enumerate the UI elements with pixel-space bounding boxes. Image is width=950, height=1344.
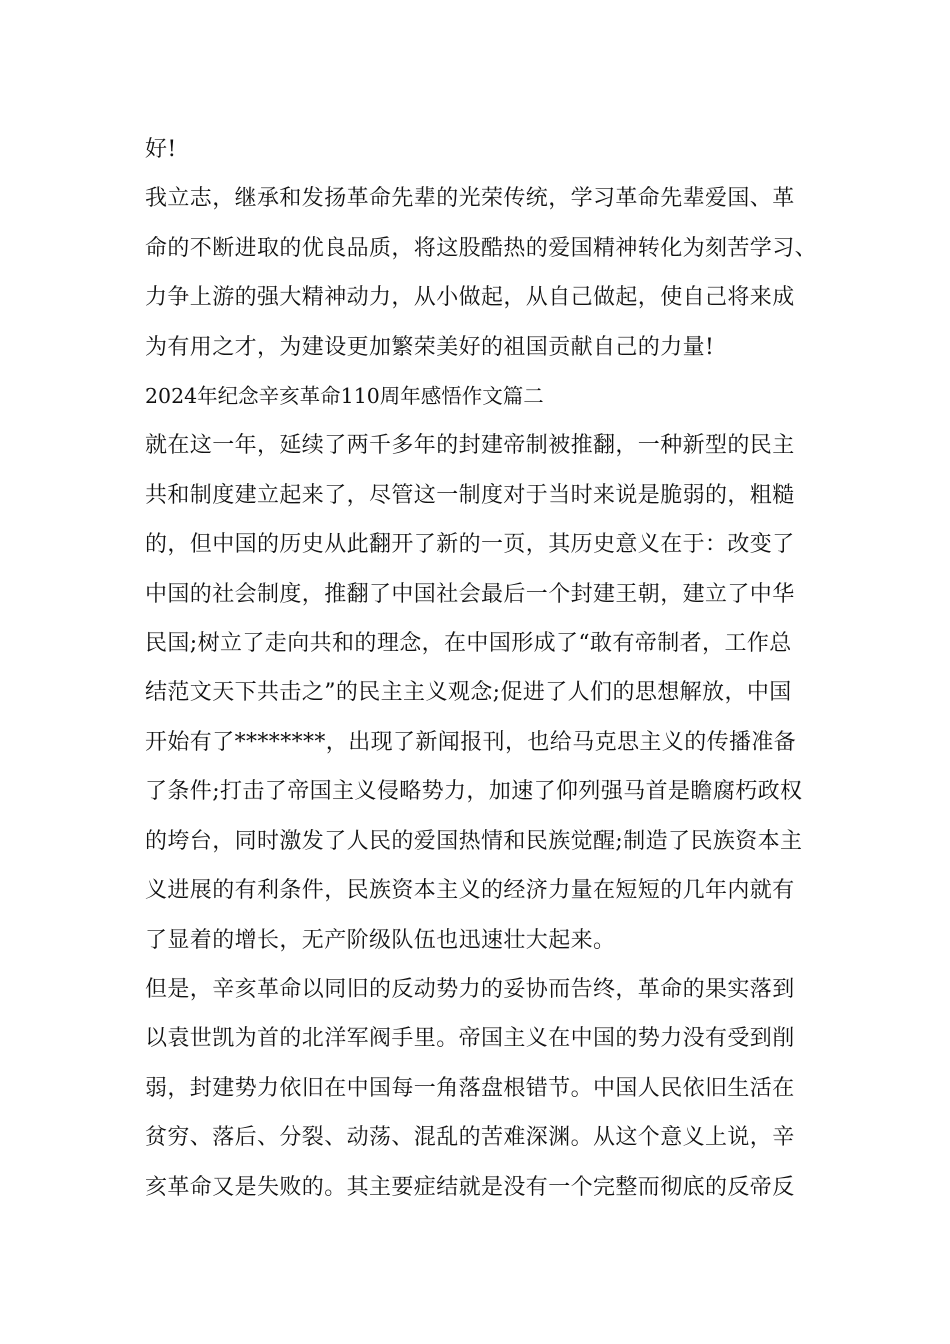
paragraph-significance	[145, 421, 845, 964]
text-line: 我立志，继承和发扬革命先辈的光荣传统，学习革命先辈爱国、革	[145, 186, 795, 212]
text-line: 民国;树立了走向共和的理念，在中国形成了“敢有帝制者，工作总	[145, 631, 792, 657]
text-line: 亥革命又是失败的。其主要症结就是没有一个完整而彻底的反帝反	[145, 1174, 795, 1200]
text-line: 结范文天下共击之”的民主主义观念;促进了人们的思想解放，中国	[145, 680, 792, 706]
text-line: 贫穷、落后、分裂、动荡、混乱的苦难深渊。从这个意义上说，辛	[145, 1125, 795, 1151]
text-line: 好!	[145, 137, 177, 162]
text-line: 力争上游的强大精神动力，从小做起，从自己做起，使自己将来成	[145, 285, 795, 311]
text-line: 弱，封建势力依旧在中国每一角落盘根错节。中国人民依旧生活在	[145, 1075, 795, 1101]
paragraph-closing	[145, 125, 845, 174]
text-line: 了条件;打击了帝国主义侵略势力，加速了仰列强马首是瞻腐朽政权	[145, 779, 803, 805]
text-line: 为有用之才，为建设更加繁荣美好的祖国贡献自己的力量!	[145, 334, 715, 360]
text-line: 就在这一年，延续了两千多年的封建帝制被推翻，一种新型的民主	[145, 433, 795, 459]
text-line: 的，但中国的历史从此翻开了新的一页，其历史意义在于：改变了	[145, 532, 795, 558]
text-line: 但是，辛亥革命以同旧的反动势力的妥协而告终，革命的果实落到	[145, 976, 795, 1002]
text-line: 以袁世凯为首的北洋军阀手里。帝国主义在中国的势力没有受到削	[145, 1026, 795, 1052]
document-body	[145, 125, 845, 1212]
text-line: 开始有了********，出现了新闻报刊，也给马克思主义的传播准备	[145, 729, 797, 755]
text-line: 了显着的增长，无产阶级队伍也迅速壮大起来。	[145, 927, 616, 953]
text-line: 命的不断进取的优良品质，将这股酷热的爱国精神转化为刻苦学习、	[145, 235, 818, 261]
paragraph-failure	[145, 965, 845, 1212]
text-line: 共和制度建立起来了，尽管这一制度对于当时来说是脆弱的，粗糙	[145, 482, 795, 508]
section-heading: 2024年纪念辛亥革命110周年感悟作文篇二	[145, 384, 544, 409]
text-line: 的垮台，同时激发了人民的爱国热情和民族觉醒;制造了民族资本主	[145, 828, 803, 854]
text-line: 中国的社会制度，推翻了中国社会最后一个封建王朝，建立了中华	[145, 581, 795, 607]
paragraph-resolution	[145, 174, 845, 372]
text-line: 义进展的有利条件，民族资本主义的经济力量在短短的几年内就有	[145, 878, 795, 904]
